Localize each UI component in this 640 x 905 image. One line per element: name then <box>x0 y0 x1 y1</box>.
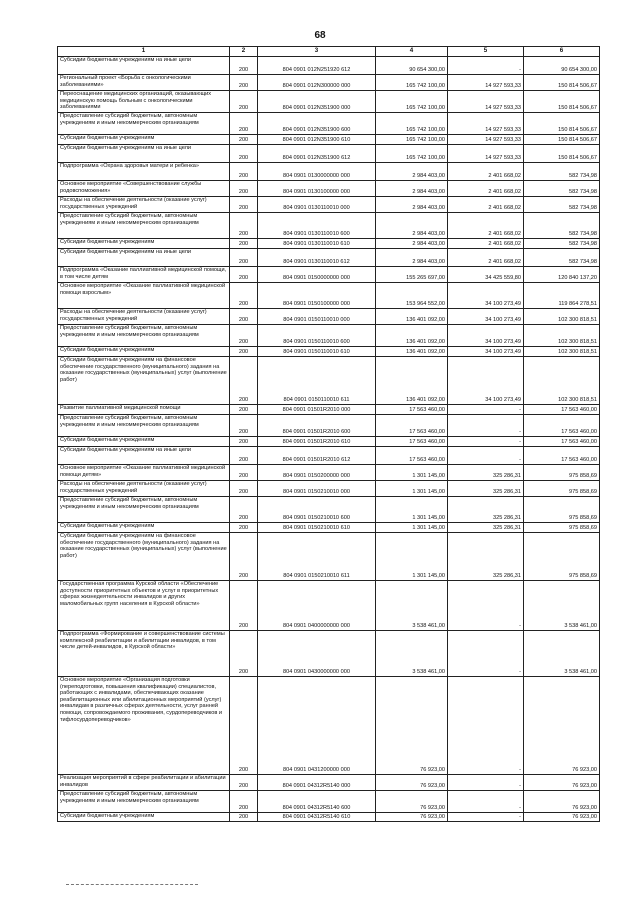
header-col-3: 3 <box>258 47 376 57</box>
row-amount-remaining: 975 858,69 <box>524 523 600 533</box>
table-row <box>58 267 600 283</box>
row-name: Расходы на обеспечение деятельности (оказание услуг) государственных учреждений <box>58 197 230 213</box>
row-amount-total: 1 301 145,00 <box>376 523 448 533</box>
row-col2: 200 <box>230 791 258 813</box>
row-amount-executed: 2 401 668,02 <box>448 163 524 181</box>
row-code: 804 0901 0130100000 000 <box>258 181 376 197</box>
row-code: 804 0901 01501R2010 000 <box>258 405 376 415</box>
row-col2: 200 <box>230 181 258 197</box>
row-code: 804 0901 0150110010 610 <box>258 347 376 357</box>
row-amount-remaining: 150 814 506,67 <box>524 91 600 113</box>
row-name: Предоставление субсидий бюджетным, автономным учреждениям и иным некоммерческим организациям <box>58 791 230 813</box>
table-header-row <box>58 47 600 57</box>
table-row <box>58 357 600 405</box>
row-amount-remaining: 76 923,00 <box>524 677 600 775</box>
row-amount-remaining: 150 814 506,67 <box>524 135 600 145</box>
header-col-2: 2 <box>230 47 258 57</box>
row-amount-total: 2 984 403,00 <box>376 213 448 239</box>
row-amount-executed: 2 401 668,02 <box>448 239 524 249</box>
row-amount-executed: 14 927 593,33 <box>448 135 524 145</box>
row-amount-remaining: 17 563 460,00 <box>524 437 600 447</box>
row-name: Региональный проект «Борьба с онкологическими заболеваниями» <box>58 75 230 91</box>
row-name: Предоставление субсидий бюджетным, автономным учреждениям и иным некоммерческим организациям <box>58 213 230 239</box>
row-col2: 200 <box>230 677 258 775</box>
row-code: 804 0901 0150000000 000 <box>258 267 376 283</box>
row-amount-remaining: 975 858,69 <box>524 465 600 481</box>
header-col-6: 6 <box>524 47 600 57</box>
row-code: 804 0901 012N300000 000 <box>258 75 376 91</box>
row-amount-total: 17 563 460,00 <box>376 437 448 447</box>
row-col2: 200 <box>230 145 258 163</box>
page-number: 68 <box>314 30 326 41</box>
row-amount-total: 17 563 460,00 <box>376 405 448 415</box>
table-row <box>58 481 600 497</box>
bottom-scan-mark <box>66 884 198 885</box>
row-amount-total: 136 401 092,00 <box>376 309 448 325</box>
row-amount-total: 3 538 461,00 <box>376 631 448 677</box>
row-col2: 200 <box>230 325 258 347</box>
budget-table <box>57 46 600 822</box>
row-amount-total: 136 401 092,00 <box>376 357 448 405</box>
row-col2: 200 <box>230 75 258 91</box>
row-col2: 200 <box>230 415 258 437</box>
row-amount-executed: 2 401 668,02 <box>448 249 524 267</box>
row-col2: 200 <box>230 447 258 465</box>
row-amount-executed: 325 286,31 <box>448 497 524 523</box>
row-name: Субсидии бюджетным учреждениям <box>58 437 230 447</box>
table-row <box>58 145 600 163</box>
table-row <box>58 677 600 775</box>
row-col2: 200 <box>230 267 258 283</box>
table-row <box>58 135 600 145</box>
row-amount-remaining: 150 814 506,67 <box>524 113 600 135</box>
row-amount-remaining: 17 563 460,00 <box>524 405 600 415</box>
row-code: 804 0901 0150110010 000 <box>258 309 376 325</box>
row-name: Предоставление субсидий бюджетным, автономным учреждениям и иным некоммерческим организациям <box>58 415 230 437</box>
row-code: 804 0901 01501R2010 610 <box>258 437 376 447</box>
row-amount-remaining: 975 858,69 <box>524 497 600 523</box>
row-amount-executed: 325 286,31 <box>448 523 524 533</box>
row-col2: 200 <box>230 775 258 791</box>
row-amount-executed: - <box>448 631 524 677</box>
row-col2: 200 <box>230 163 258 181</box>
table-row <box>58 181 600 197</box>
row-code: 804 0901 0431200000 000 <box>258 677 376 775</box>
row-amount-executed: - <box>448 437 524 447</box>
row-amount-total: 1 301 145,00 <box>376 481 448 497</box>
row-name: Подпрограмма «Формирование и совершенствование системы комплексной реабилитации и абилитации инвалидов, в том числе детей-инвалидов, в Курской области» <box>58 631 230 677</box>
row-col2: 200 <box>230 91 258 113</box>
row-amount-executed: - <box>448 677 524 775</box>
table-row <box>58 813 600 822</box>
row-code: 804 0901 04312R5140 610 <box>258 813 376 822</box>
row-amount-executed: 2 401 668,02 <box>448 181 524 197</box>
row-amount-remaining: 120 840 137,20 <box>524 267 600 283</box>
row-amount-total: 3 538 461,00 <box>376 581 448 631</box>
row-amount-total: 17 563 460,00 <box>376 447 448 465</box>
row-amount-total: 76 923,00 <box>376 775 448 791</box>
row-amount-total: 155 265 697,00 <box>376 267 448 283</box>
row-amount-total: 2 984 403,00 <box>376 249 448 267</box>
row-amount-executed: - <box>448 581 524 631</box>
row-code: 804 0901 0150210010 610 <box>258 523 376 533</box>
row-amount-total: 165 742 100,00 <box>376 75 448 91</box>
row-name: Субсидии бюджетным учреждениям на финансовое обеспечение государственного (муниципального) задания на оказание государственных (муниципальных) услуг (выполнение работ) <box>58 357 230 405</box>
row-col2: 200 <box>230 347 258 357</box>
row-amount-remaining: 17 563 460,00 <box>524 415 600 437</box>
table-row <box>58 283 600 309</box>
row-amount-total: 1 301 145,00 <box>376 533 448 581</box>
row-amount-remaining: 975 858,69 <box>524 533 600 581</box>
row-amount-total: 1 301 145,00 <box>376 497 448 523</box>
row-amount-total: 17 563 460,00 <box>376 415 448 437</box>
row-code: 804 0901 0430000000 000 <box>258 631 376 677</box>
row-amount-total: 165 742 100,00 <box>376 113 448 135</box>
row-amount-total: 76 923,00 <box>376 813 448 822</box>
row-code: 804 0901 01501R2010 600 <box>258 415 376 437</box>
row-amount-remaining: 582 734,98 <box>524 249 600 267</box>
row-amount-remaining: 76 923,00 <box>524 813 600 822</box>
row-amount-executed: 325 286,31 <box>448 481 524 497</box>
table-row <box>58 309 600 325</box>
row-code: 804 0901 0150110010 611 <box>258 357 376 405</box>
row-amount-total: 136 401 092,00 <box>376 325 448 347</box>
row-col2: 200 <box>230 57 258 75</box>
row-amount-remaining: 17 563 460,00 <box>524 447 600 465</box>
row-amount-total: 165 742 100,00 <box>376 135 448 145</box>
row-amount-executed: 14 927 593,33 <box>448 113 524 135</box>
table-row <box>58 447 600 465</box>
row-name: Подпрограмма «Оказание паллиативной медицинской помощи, в том числе детям <box>58 267 230 283</box>
row-name: Субсидии бюджетным учреждениям на иные цели <box>58 145 230 163</box>
table-row <box>58 239 600 249</box>
row-amount-executed: 34 100 273,49 <box>448 357 524 405</box>
row-col2: 200 <box>230 631 258 677</box>
row-name: Основное мероприятие «Организация подготовки (переподготовки, повышения квалификации) специалистов, работающих с инвалидами, обеспечивающих оказание реабилитационных или абилитационных мероприятий (услуг) инвалидам в различных сферах деятельности, услуг ранней помощи, сопровождаемого проживания, сурдопереводчиков и тифлосурдопереводчиков» <box>58 677 230 775</box>
row-code: 804 0901 0150210010 600 <box>258 497 376 523</box>
table-row <box>58 533 600 581</box>
row-amount-remaining: 76 923,00 <box>524 791 600 813</box>
row-amount-total: 90 654 300,00 <box>376 57 448 75</box>
row-amount-executed: 325 286,31 <box>448 533 524 581</box>
row-amount-remaining: 975 858,69 <box>524 481 600 497</box>
row-amount-remaining: 119 864 278,51 <box>524 283 600 309</box>
row-name: Субсидии бюджетным учреждениям на финансовое обеспечение государственного (муниципального) задания на оказание государственных (муниципальных) услуг (выполнение работ) <box>58 533 230 581</box>
table-row <box>58 415 600 437</box>
table-row <box>58 325 600 347</box>
row-col2: 200 <box>230 581 258 631</box>
row-amount-executed: - <box>448 775 524 791</box>
table-row <box>58 113 600 135</box>
row-code: 804 0901 0130110010 600 <box>258 213 376 239</box>
row-code: 804 0901 012N351900 612 <box>258 145 376 163</box>
table-row <box>58 347 600 357</box>
row-amount-executed: - <box>448 57 524 75</box>
row-name: Развитие паллиативной медицинской помощи <box>58 405 230 415</box>
row-amount-total: 76 923,00 <box>376 791 448 813</box>
row-amount-executed: 14 927 593,33 <box>448 91 524 113</box>
row-amount-remaining: 102 300 818,51 <box>524 357 600 405</box>
header-col-5: 5 <box>448 47 524 57</box>
row-amount-executed: 2 401 668,02 <box>448 197 524 213</box>
row-col2: 200 <box>230 309 258 325</box>
row-name: Основное мероприятие «Оказание паллиативной медицинской помощи детям» <box>58 465 230 481</box>
row-amount-executed: - <box>448 447 524 465</box>
row-name: Подпрограмма «Охрана здоровья матери и ребенка» <box>58 163 230 181</box>
table-row <box>58 57 600 75</box>
row-code: 804 0901 012N351900 610 <box>258 135 376 145</box>
row-amount-executed: 14 927 593,33 <box>448 75 524 91</box>
row-col2: 200 <box>230 249 258 267</box>
row-amount-remaining: 102 300 818,51 <box>524 309 600 325</box>
table-row <box>58 197 600 213</box>
table-row <box>58 497 600 523</box>
row-amount-remaining: 90 654 300,00 <box>524 57 600 75</box>
table-row <box>58 163 600 181</box>
row-amount-remaining: 582 734,98 <box>524 213 600 239</box>
row-name: Субсидии бюджетным учреждениям <box>58 135 230 145</box>
header-col-4: 4 <box>376 47 448 57</box>
row-name: Субсидии бюджетным учреждениям <box>58 523 230 533</box>
row-amount-executed: 34 425 559,80 <box>448 267 524 283</box>
table-row <box>58 437 600 447</box>
row-amount-remaining: 76 923,00 <box>524 775 600 791</box>
row-amount-executed: - <box>448 791 524 813</box>
row-code: 804 0901 0400000000 000 <box>258 581 376 631</box>
table-row <box>58 523 600 533</box>
row-code: 804 0901 012N251920 612 <box>258 57 376 75</box>
row-amount-executed: - <box>448 415 524 437</box>
row-amount-executed: 34 100 273,49 <box>448 309 524 325</box>
row-code: 804 0901 0130110010 000 <box>258 197 376 213</box>
row-code: 804 0901 04312R5140 000 <box>258 775 376 791</box>
table-row <box>58 465 600 481</box>
row-name: Предоставление субсидий бюджетным, автономным учреждениям и иным некоммерческим организациям <box>58 325 230 347</box>
row-amount-remaining: 3 538 461,00 <box>524 581 600 631</box>
row-amount-remaining: 150 814 506,67 <box>524 145 600 163</box>
row-col2: 200 <box>230 533 258 581</box>
row-name: Основное мероприятие «Оказание паллиативной медицинской помощи взрослым» <box>58 283 230 309</box>
row-col2: 200 <box>230 437 258 447</box>
row-amount-remaining: 582 734,98 <box>524 197 600 213</box>
row-name: Субсидии бюджетным учреждениям <box>58 347 230 357</box>
row-amount-remaining: 102 300 818,51 <box>524 325 600 347</box>
row-amount-executed: 34 100 273,49 <box>448 325 524 347</box>
row-code: 804 0901 0130110010 612 <box>258 249 376 267</box>
row-code: 804 0901 04312R5140 600 <box>258 791 376 813</box>
row-code: 804 0901 0150110010 600 <box>258 325 376 347</box>
row-code: 804 0901 0150200000 000 <box>258 465 376 481</box>
row-name: Субсидии бюджетным учреждениям на иные цели <box>58 447 230 465</box>
row-col2: 200 <box>230 405 258 415</box>
row-name: Государственная программа Курской области «Обеспечение доступности приоритетных объектов и услуг в приоритетных сферах жизнедеятельности инвалидов и других маломобильных групп населения в Курской области» <box>58 581 230 631</box>
row-name: Субсидии бюджетным учреждениям <box>58 813 230 822</box>
table-body <box>58 57 600 822</box>
row-amount-executed: 14 927 593,33 <box>448 145 524 163</box>
row-amount-executed: 34 100 273,49 <box>448 283 524 309</box>
row-amount-remaining: 582 734,98 <box>524 239 600 249</box>
row-code: 804 0901 0150100000 000 <box>258 283 376 309</box>
row-name: Субсидии бюджетным учреждениям <box>58 239 230 249</box>
row-col2: 200 <box>230 813 258 822</box>
row-amount-executed: 34 100 273,49 <box>448 347 524 357</box>
table-row <box>58 213 600 239</box>
row-name: Субсидии бюджетным учреждениям на иные цели <box>58 57 230 75</box>
table-row <box>58 249 600 267</box>
row-code: 804 0901 0130110010 610 <box>258 239 376 249</box>
row-amount-remaining: 150 814 506,67 <box>524 75 600 91</box>
row-code: 804 0901 0150210010 000 <box>258 481 376 497</box>
row-amount-total: 2 984 403,00 <box>376 163 448 181</box>
row-amount-total: 2 984 403,00 <box>376 239 448 249</box>
table-row <box>58 91 600 113</box>
row-col2: 200 <box>230 113 258 135</box>
row-col2: 200 <box>230 523 258 533</box>
row-name: Расходы на обеспечение деятельности (оказание услуг) государственных учреждений <box>58 309 230 325</box>
row-amount-remaining: 582 734,98 <box>524 181 600 197</box>
table-row <box>58 75 600 91</box>
row-name: Предоставление субсидий бюджетным, автономным учреждениям и иным некоммерческим организациям <box>58 113 230 135</box>
row-code: 804 0901 012N351900 000 <box>258 91 376 113</box>
row-amount-total: 136 401 092,00 <box>376 347 448 357</box>
row-col2: 200 <box>230 497 258 523</box>
row-amount-total: 153 964 552,00 <box>376 283 448 309</box>
table-row <box>58 775 600 791</box>
row-amount-total: 165 742 100,00 <box>376 91 448 113</box>
row-amount-remaining: 582 734,98 <box>524 163 600 181</box>
row-name: Переоснащение медицинских организаций, оказывающих медицинскую помощь больным с онкологическими заболеваниями <box>58 91 230 113</box>
row-amount-executed: - <box>448 405 524 415</box>
row-col2: 200 <box>230 213 258 239</box>
row-amount-executed: 325 286,31 <box>448 465 524 481</box>
row-col2: 200 <box>230 465 258 481</box>
row-amount-remaining: 102 300 818,51 <box>524 347 600 357</box>
row-col2: 200 <box>230 239 258 249</box>
header-col-1: 1 <box>58 47 230 57</box>
table-row <box>58 581 600 631</box>
table-row <box>58 405 600 415</box>
row-col2: 200 <box>230 481 258 497</box>
row-amount-remaining: 3 538 461,00 <box>524 631 600 677</box>
row-col2: 200 <box>230 357 258 405</box>
row-amount-total: 165 742 100,00 <box>376 145 448 163</box>
row-col2: 200 <box>230 197 258 213</box>
row-amount-total: 2 984 403,00 <box>376 197 448 213</box>
row-code: 804 0901 0150210010 611 <box>258 533 376 581</box>
table-row <box>58 791 600 813</box>
row-amount-executed: - <box>448 813 524 822</box>
row-amount-total: 76 923,00 <box>376 677 448 775</box>
row-col2: 200 <box>230 283 258 309</box>
table-row <box>58 631 600 677</box>
row-code: 804 0901 012N351900 600 <box>258 113 376 135</box>
row-amount-executed: 2 401 668,02 <box>448 213 524 239</box>
row-col2: 200 <box>230 135 258 145</box>
row-amount-total: 2 984 403,00 <box>376 181 448 197</box>
row-name: Предоставление субсидий бюджетным, автономным учреждениям и иным некоммерческим организациям <box>58 497 230 523</box>
row-code: 804 0901 01501R2010 612 <box>258 447 376 465</box>
row-code: 804 0901 0130000000 000 <box>258 163 376 181</box>
row-name: Субсидии бюджетным учреждениям на иные цели <box>58 249 230 267</box>
row-name: Реализация мероприятий в сфере реабилитации и абилитации инвалидов <box>58 775 230 791</box>
row-name: Расходы на обеспечение деятельности (оказание услуг) государственных учреждений <box>58 481 230 497</box>
row-name: Основное мероприятие «Совершенствование службы родовспоможения» <box>58 181 230 197</box>
row-amount-total: 1 301 145,00 <box>376 465 448 481</box>
